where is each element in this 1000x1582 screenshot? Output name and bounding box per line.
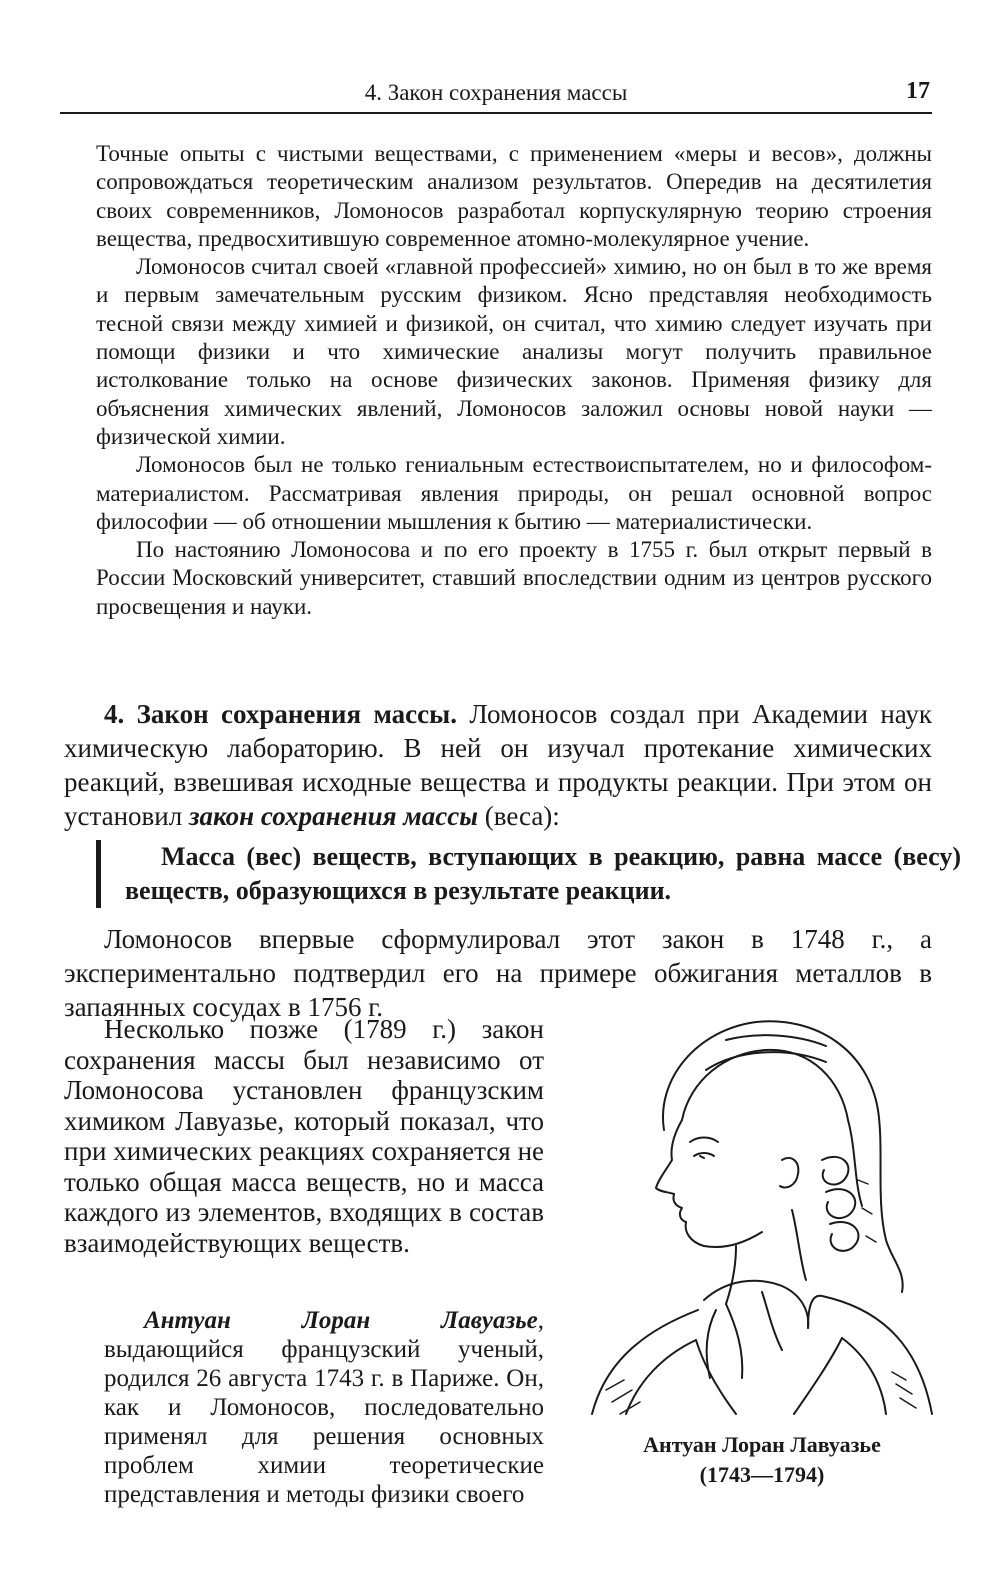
paragraph: Ломоносов считал своей «главной профессией» химию, но он был в то же время и первым замечательным русским физиком. Ясно представляя необходимость тесной связи между химией и физикой, он считал, что химию следует изучать при помощи физики и что химические анализы могут получить правильное истолкование только на основе физических законов. Применяя физику для объяснения химических явлений, Ломоносов заложил основы новой науки — физической химии. [96,254,932,449]
paragraph: По настоянию Ломоносова и по его проекту в 1755 г. был открыт первый в России Московский университет, ставший впоследствии одним из центров русского просвещения и науки. [96,537,932,619]
page-number: 17 [906,78,930,104]
section-paragraph [64,697,932,833]
lavoisier-bio [104,1306,544,1509]
section-text-end: (веса): [484,801,560,831]
running-title: 4. Закон сохранения массы [364,80,628,105]
portrait-caption [586,1430,938,1490]
section-4 [64,697,932,833]
portrait-drawing [586,1010,938,1420]
after-law-text [64,922,932,1024]
bio-text: , выдающийся французский ученый, родился 26 августа 1743 г. в Париже. Он, как и Ломоносов, последовательно применял для решения основных проблем химии теоретические представления и методы физики своего [104,1307,544,1508]
lavoisier-portrait [586,1010,938,1420]
section-number: 4. [104,699,125,729]
section-title: Закон сохранения массы. [136,699,457,729]
caption-name: Антуан Лоран Лавуазье [643,1432,881,1457]
lavoisier-text [64,1014,544,1258]
caption-years: (1743—1794) [699,1462,825,1487]
paragraph: Ломоносов впервые сформулировал этот закон в 1748 г., а экспериментально подтвердил его на примере обжигания металлов в запаянных сосудах в 1756 г. [64,924,932,1022]
law-statement-box [96,840,961,908]
law-term: закон сохранения массы [188,801,479,831]
paragraph: Несколько позже (1789 г.) закон сохранения массы был независимо от Ломоносова установлен французским химиком Лавуазье, который показал, что при химических реакциях сохраняется не только общая масса веществ, но и масса каждого из элементов, входящих в состав взаимодействующих веществ. [64,1014,544,1258]
intro-text [96,140,932,621]
section-text: Ломоносов создал при Академии наук химическую лабораторию. В ней он изучал протекание химических реакций, взвешивая исходные вещества и продукты реакции. При этом он установил [64,699,932,831]
bio-paragraph [104,1306,544,1509]
law-statement: Масса (вес) веществ, вступающих в реакцию, равна массе (весу) веществ, образующихся в результате реакции. [125,842,961,905]
paragraph: Ломоносов был не только гениальным естествоиспытателем, но и философом-материалистом. Рассматривая явления природы, он решал основной вопрос философии — об отношении мышления к бытию — материалистически. [96,452,932,534]
bio-name: Антуан Лоран Лавуазье [144,1307,538,1334]
running-head [60,72,932,114]
paragraph: Точные опыты с чистыми веществами, с применением «меры и весов», должны сопровождаться теоретическим анализом результатов. Опередив на десятилетия своих современников, Ломоносов разработал корпускулярную теорию строения вещества, предвосхитившую современное атомно-молекулярное учение. [96,141,932,251]
